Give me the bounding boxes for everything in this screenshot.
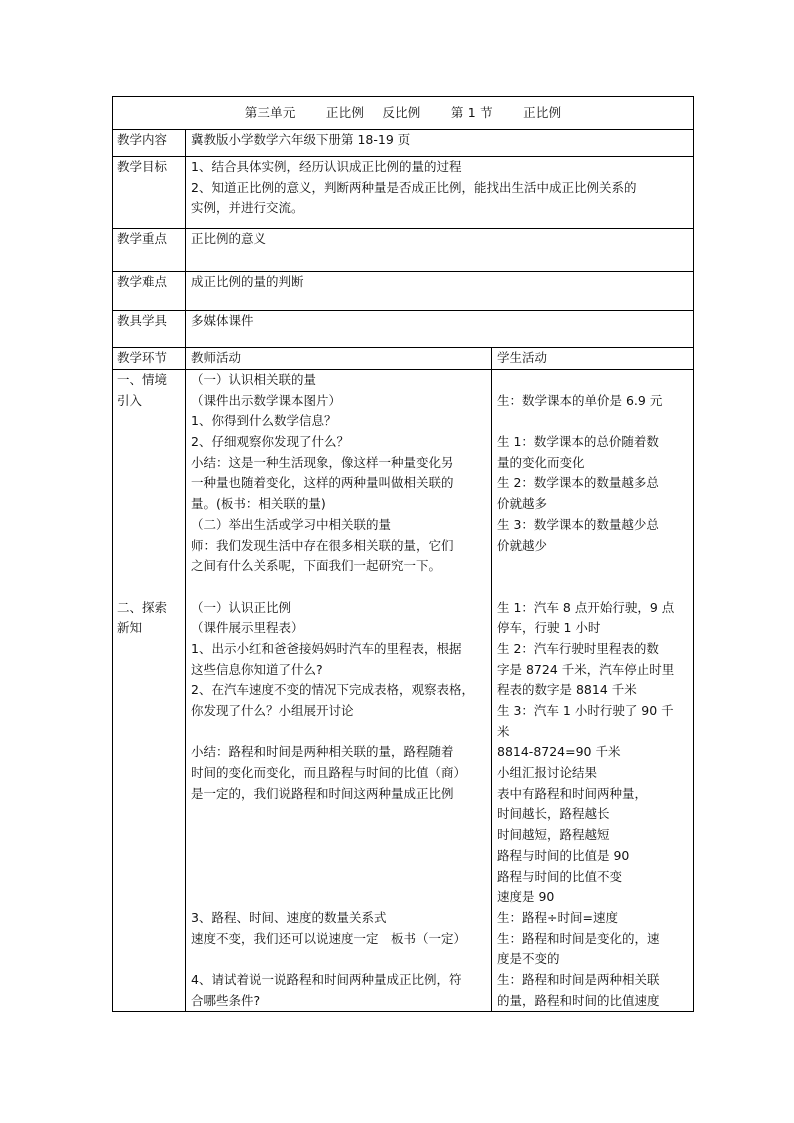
student-line: 米 — [497, 723, 510, 739]
stage-row — [113, 370, 694, 1012]
student-line: 生 2：汽车行驶时里程表的数 — [497, 640, 659, 656]
teacher-line: 师：我们发现生活中存在很多相关联的量，它们 — [191, 537, 454, 553]
goals-row — [113, 157, 694, 229]
student-line — [497, 556, 690, 577]
student-line: 价就越少 — [497, 537, 548, 553]
title-unit: 第三单元 — [244, 104, 296, 120]
teacher-line: （课件展示里程表） — [191, 620, 304, 636]
teacher-line: （二）举出生活或学习中相关联的量 — [191, 516, 392, 532]
teacher-line — [191, 887, 488, 908]
header-row — [113, 348, 694, 370]
title-row — [113, 97, 694, 130]
student-line: 表中有路程和时间两种量， — [497, 785, 648, 801]
student-line: 速度是 90 — [497, 889, 555, 905]
teacher-line: 小结：路程和时间是两种相关联的量，路程随着 — [191, 744, 454, 760]
teacher-line: 小结：这是一种生活现象，像这样一种量变化另 — [191, 454, 454, 470]
student-line: 路程与时间的比值是 90 — [497, 847, 630, 863]
student-line: 小组汇报讨论结果 — [497, 765, 598, 781]
teacher-line — [191, 722, 488, 743]
title-cell — [113, 97, 694, 130]
teacher-line: 2、在汽车速度不变的情况下完成表格，观察表格， — [191, 682, 474, 698]
student-line: 8814-8724=90 千米 — [497, 744, 621, 760]
teacher-line: （课件出示数学课本图片） — [191, 392, 342, 408]
teacher-line: 量。(板书：相关联的量) — [191, 496, 326, 512]
goals-value — [186, 157, 694, 229]
teacher-line: 速度不变，我们还可以说速度一定 板书（一定） — [191, 930, 467, 946]
stage1-label: 一、情境 — [117, 372, 168, 387]
teacher-activity-cell — [186, 370, 492, 1012]
difficulty-label: 教学难点 — [113, 272, 186, 311]
goal-line: 1、结合具体实例，经历认识成正比例的量的过程 — [191, 159, 462, 174]
student-line: 生 3：数学课本的数量越少总 — [497, 516, 659, 532]
student-line: 生：路程和时间是变化的，速 — [497, 930, 660, 946]
content-row — [113, 130, 694, 157]
student-line: 生 1：数学课本的总价随着数 — [497, 434, 659, 450]
page-title — [245, 103, 562, 124]
student-activity-cell — [492, 370, 694, 1012]
student-line: 生 3：汽车 1 小时行驶了 90 千 — [497, 703, 674, 718]
student-line: 的量，路程和时间的比值速度 — [497, 992, 660, 1008]
teacher-line — [191, 825, 488, 846]
student-line: 生：数学课本的单价是 6.9 元 — [497, 392, 663, 408]
key-point-label: 教学重点 — [113, 229, 186, 272]
student-line: 时间越长，路程越长 — [497, 806, 610, 822]
content-value: 冀教版小学数学六年级下册第 18-19 页 — [186, 130, 694, 157]
stage-label-cell — [113, 370, 186, 1012]
student-line — [497, 411, 690, 432]
tools-label: 教具学具 — [113, 311, 186, 348]
difficulty-row — [113, 272, 694, 311]
student-line: 路程与时间的比值不变 — [497, 868, 623, 884]
student-line: 生 2：数学课本的数量越多总 — [497, 475, 659, 491]
student-line: 价就越多 — [497, 496, 548, 512]
student-line: 生：路程和时间是两种相关联 — [497, 971, 660, 987]
teacher-line — [191, 804, 488, 825]
lesson-plan-table — [112, 96, 694, 1012]
tools-row — [113, 311, 694, 348]
key-point-value: 正比例的意义 — [186, 229, 694, 272]
teacher-line — [191, 846, 488, 867]
student-line — [497, 370, 690, 391]
teacher-line: 你发现了什么？小组展开讨论 — [191, 703, 354, 718]
difficulty-value: 成正比例的量的判断 — [186, 272, 694, 311]
title-lesson: 正比例 — [523, 104, 562, 120]
student-line: 量的变化而变化 — [497, 454, 585, 470]
teacher-line — [191, 949, 488, 970]
teacher-line: 4、请试着说一说路程和时间两种量成正比例，符 — [191, 971, 462, 987]
teacher-line: 是一定的，我们说路程和时间这两种量成正比例 — [191, 785, 454, 801]
student-line: 生：路程÷时间=速度 — [497, 909, 618, 925]
teacher-line: 1、你得到什么数学信息？ — [191, 413, 337, 429]
goal-line: 2、知道正比例的意义，判断两种量是否成正比例，能找出生活中成正比例关系的 — [191, 179, 637, 195]
stage2-label: 新知 — [117, 620, 143, 636]
stage2-label: 二、探索 — [117, 599, 168, 615]
student-line: 字是 8724 千米，汽车停止时里 — [497, 661, 675, 677]
teacher-line: （一）认识正比例 — [191, 599, 292, 615]
content-label: 教学内容 — [113, 130, 186, 157]
teacher-line: 这些信息你知道了什么? — [191, 661, 323, 677]
teacher-line — [191, 867, 488, 888]
student-line: 停车，行驶 1 小时 — [497, 620, 601, 636]
stage1-label: 引入 — [117, 392, 143, 408]
tools-value: 多媒体课件 — [186, 311, 694, 348]
header-stage: 教学环节 — [113, 348, 186, 370]
title-topic2: 反比例 — [382, 104, 421, 120]
student-line: 度是不变的 — [497, 951, 560, 967]
teacher-line: 一种量也随着变化，这样的两种量叫做相关联的 — [191, 475, 454, 491]
header-teacher: 教师活动 — [186, 348, 492, 370]
teacher-line: 1、出示小红和爸爸接妈妈时汽车的里程表，根据 — [191, 640, 462, 656]
student-line: 生 1：汽车 8 点开始行驶，9 点 — [497, 599, 675, 615]
teacher-line: （一）认识相关联的量 — [191, 372, 317, 387]
teacher-line: 2、仔细观察你发现了什么？ — [191, 434, 349, 450]
key-point-row — [113, 229, 694, 272]
goals-label: 教学目标 — [113, 157, 186, 229]
teacher-line: 合哪些条件? — [191, 992, 261, 1008]
goal-line: 实例，并进行交流。 — [191, 200, 304, 216]
teacher-line: 之间有什么关系呢，下面我们一起研究一下。 — [191, 558, 442, 574]
title-section: 第 1 节 — [450, 104, 493, 120]
teacher-line: 时间的变化而变化，而且路程与时间的比值（商） — [191, 765, 467, 781]
teacher-line: 3、路程、时间、速度的数量关系式 — [191, 909, 387, 925]
header-student: 学生活动 — [492, 348, 694, 370]
student-line: 程表的数字是 8814 千米 — [497, 682, 637, 698]
title-topic1: 正比例 — [325, 104, 365, 120]
student-line: 时间越短，路程越短 — [497, 827, 610, 843]
